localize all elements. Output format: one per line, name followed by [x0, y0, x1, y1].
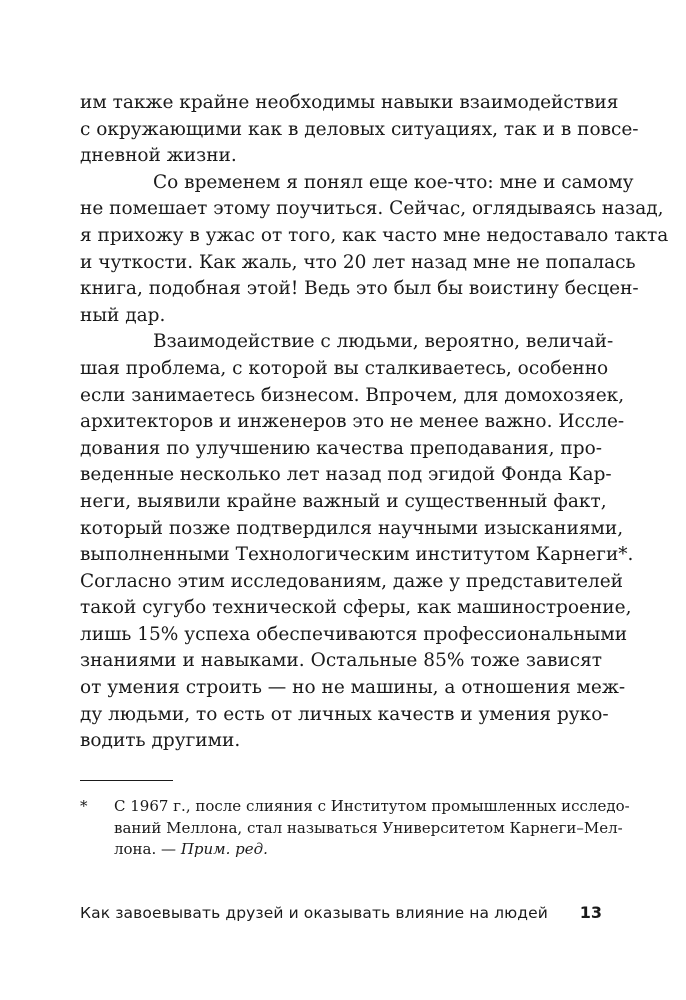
main-text [80, 90, 669, 755]
footnote-line: ваний Меллона, стал называться Университетом Карнеги–Мел- [114, 818, 623, 837]
footnote-line-text: лона. — [114, 840, 181, 858]
text-line: водить другими. [80, 730, 241, 752]
text-line: если занимаетесь бизнесом. Впрочем, для домохозяек, [80, 384, 625, 406]
text-line: ный дар. [80, 304, 166, 326]
paragraph-first-line: Взаимодействие с людьми, вероятно, величай- [153, 331, 614, 353]
text-line: выполненными Технологическим институтом Карнеги*. [80, 544, 634, 566]
text-line: дневной жизни. [80, 145, 237, 167]
text-line: от умения строить — но не машины, а отношения меж- [80, 677, 626, 699]
text-line: им также крайне необходимы навыки взаимодействия [80, 92, 619, 113]
text-line: шая проблема, с которой вы сталкиваетесь, особенно [80, 357, 609, 379]
page-number: 13 [579, 903, 602, 922]
footnote-line [114, 839, 602, 861]
text-line: знаниями и навыками. Остальные 85% тоже зависят [80, 650, 602, 672]
editor-note: Прим. ред. [180, 840, 268, 858]
text-line: я прихожу в ужас от того, как часто мне недоставало такта [80, 224, 669, 246]
text-line: архитекторов и инженеров это не менее важно. Иссле- [80, 411, 625, 433]
text-line: книга, подобная этой! Ведь это был бы воистину бесцен- [80, 278, 639, 300]
running-title: Как завоевывать друзей и оказывать влияние на людей [80, 904, 548, 922]
text-line: такой сугубо технической сферы, как машиностроение, [80, 597, 632, 619]
text-line: неги, выявили крайне важный и существенный факт, [80, 490, 607, 512]
footnote-line: С 1967 г., после слияния с Институтом промышленных исследо- [114, 797, 630, 815]
text-line: дования по улучшению качества преподавания, про- [80, 437, 602, 459]
footnote-body [114, 796, 630, 861]
footnote-mark: * [80, 797, 88, 815]
text-line: Согласно этим исследованиям, даже у представителей [80, 570, 624, 592]
text-line: лишь 15% успеха обеспечиваются профессиональными [80, 623, 628, 645]
paragraph-first-line: Со временем я понял еще кое-что: мне и самому [153, 171, 634, 193]
text-line: веденные несколько лет назад под эгидой Фонда Кар- [80, 464, 612, 486]
text-line: не помешает этому поучиться. Сейчас, оглядываясь назад, [80, 198, 664, 220]
text-line: с окружающими как в деловых ситуациях, так и в повсе- [80, 118, 639, 140]
text-line: который позже подтвердился научными изысканиями, [80, 517, 624, 539]
text-line: ду людьми, то есть от личных качеств и умения руко- [80, 703, 609, 725]
text-line: и чуткости. Как жаль, что 20 лет назад мне не попалась [80, 251, 636, 273]
footnote [80, 796, 630, 861]
footnote-divider [80, 780, 173, 781]
